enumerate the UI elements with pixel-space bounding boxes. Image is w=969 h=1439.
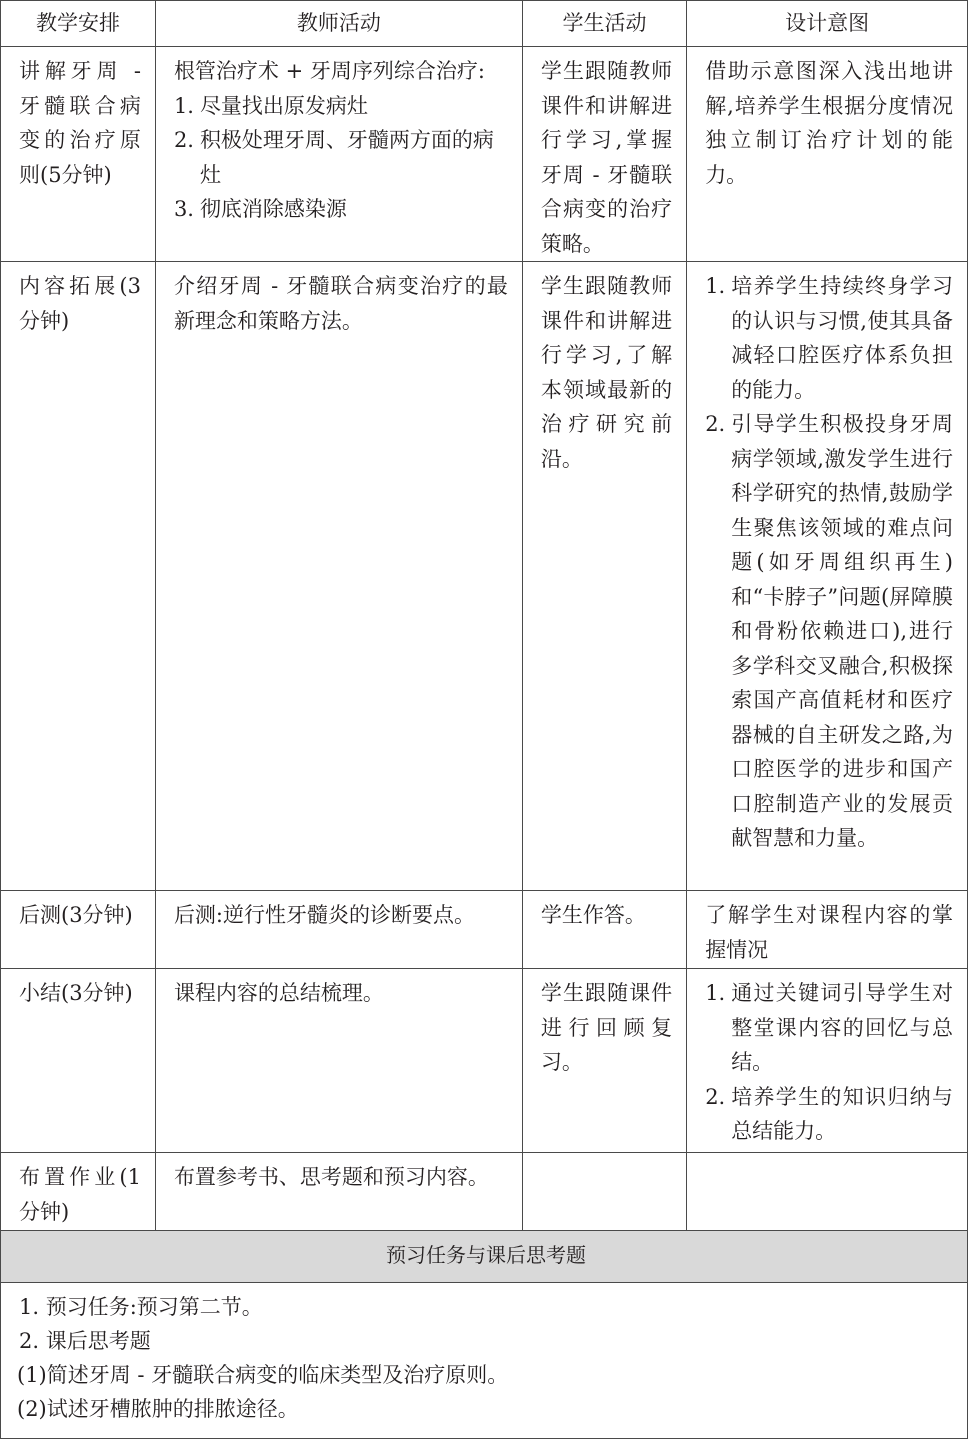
arrangement-cell: 讲解牙周 - 牙髓联合病变的治疗原则(5分钟) — [1, 47, 156, 262]
teacher-activity-cell: 布置参考书、思考题和预习内容。 — [155, 1153, 522, 1231]
intent-list — [705, 976, 953, 1149]
list-item: 3. 彻底消除感染源 — [173, 197, 347, 221]
teacher-intro: 根管治疗术 + 牙周序列综合治疗: — [173, 59, 485, 83]
design-intent-cell: 了解学生对课程内容的掌握情况 — [687, 891, 968, 969]
header-row — [1, 1, 968, 47]
table-row — [1, 969, 968, 1153]
arrangement-cell: 内容拓展(3分钟) — [1, 262, 156, 891]
task-line: 2. 课后思考题 — [19, 1329, 151, 1353]
teacher-list — [174, 89, 508, 227]
list-item: 1. 通过关键词引导学生对整堂课内容的回忆与总结。 — [705, 981, 953, 1074]
teacher-activity-cell: 后测:逆行性牙髓炎的诊断要点。 — [155, 891, 522, 969]
student-activity-cell — [522, 1153, 686, 1231]
table-row — [1, 1153, 968, 1231]
header-arrangement: 教学安排 — [1, 1, 156, 47]
student-activity-cell: 学生跟随课件进行回顾复习。 — [522, 969, 686, 1153]
list-item: 2. 积极处理牙周、牙髓两方面的病灶 — [173, 128, 494, 187]
student-activity-cell: 学生跟随教师课件和讲解进行学习,掌握牙周 - 牙髓联合病变的治疗策略。 — [522, 47, 686, 262]
student-activity-cell: 学生跟随教师课件和讲解进行学习,了解本领域最新的治疗研究前沿。 — [522, 262, 686, 891]
list-item: 2. 引导学生积极投身牙周病学领域,激发学生进行科学研究的热情,鼓励学生聚焦该领域的难点问题(如牙周组织再生)和“卡脖子”问题(屏障膜和骨粉依赖进口),进行多学科交叉融合,积极探索国产高值耗材和医疗器械的自主研发之路,为口腔医学的进步和国产口腔制造产业的发展贡献智慧和力量。 — [705, 412, 953, 850]
teacher-activity-cell — [155, 47, 522, 262]
header-design-intent: 设计意图 — [687, 1, 968, 47]
header-student-activity: 学生活动 — [522, 1, 686, 47]
task-line: (1)简述牙周 - 牙髓联合病变的临床类型及治疗原则。 — [17, 1363, 509, 1387]
list-item: 1. 培养学生持续终身学习的认识与习惯,使其具备减轻口腔医疗体系负担的能力。 — [705, 274, 953, 402]
header-teacher-activity: 教师活动 — [155, 1, 522, 47]
tasks-row — [1, 1283, 968, 1439]
intent-list — [705, 269, 953, 856]
teacher-activity-cell: 课程内容的总结梳理。 — [155, 969, 522, 1153]
task-line: 1. 预习任务:预习第二节。 — [19, 1295, 263, 1319]
arrangement-cell: 后测(3分钟) — [1, 891, 156, 969]
design-intent-cell — [687, 1153, 968, 1231]
arrangement-cell: 布置作业(1分钟) — [1, 1153, 156, 1231]
list-item: 1. 尽量找出原发病灶 — [173, 93, 368, 118]
table-row — [1, 262, 968, 891]
table-row — [1, 891, 968, 969]
task-line: (2)试述牙槽脓肿的排脓途径。 — [17, 1397, 299, 1421]
table-row — [1, 47, 968, 262]
section-heading-row — [1, 1231, 968, 1283]
section-title: 预习任务与课后思考题 — [1, 1231, 968, 1283]
list-item: 2. 培养学生的知识归纳与总结能力。 — [705, 1084, 953, 1143]
teacher-activity-cell: 介绍牙周 - 牙髓联合病变治疗的最新理念和策略方法。 — [155, 262, 522, 891]
design-intent-cell — [687, 262, 968, 891]
arrangement-cell: 小结(3分钟) — [1, 969, 156, 1153]
tasks-cell — [1, 1283, 968, 1439]
design-intent-cell: 借助示意图深入浅出地讲解,培养学生根据分度情况独立制订治疗计划的能力。 — [687, 47, 968, 262]
design-intent-cell — [687, 969, 968, 1153]
student-activity-cell: 学生作答。 — [522, 891, 686, 969]
